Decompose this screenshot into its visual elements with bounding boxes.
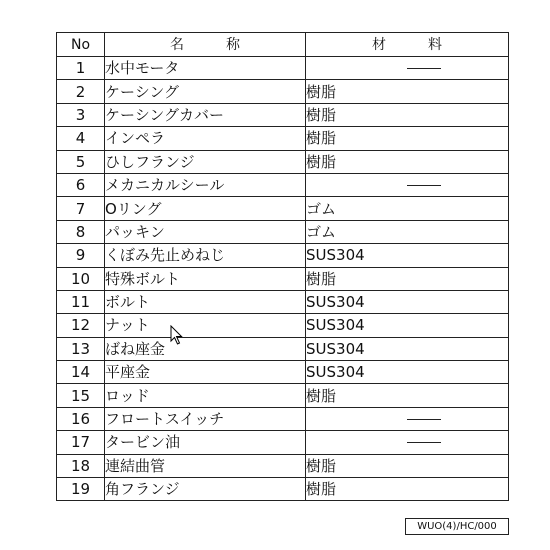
- part-name: 連結曲管: [105, 454, 306, 477]
- row-number: 18: [57, 454, 105, 477]
- header-material-char: 材: [372, 36, 386, 53]
- part-material: 樹脂: [306, 127, 509, 150]
- header-material: [306, 33, 509, 57]
- row-number: 19: [57, 478, 105, 501]
- part-material-none: [306, 173, 509, 196]
- part-name: Oリング: [105, 197, 306, 220]
- table-row: [57, 103, 509, 126]
- table-row: [57, 337, 509, 360]
- header-name-char: 称: [226, 36, 240, 53]
- table-row: [57, 173, 509, 196]
- table-row: [57, 197, 509, 220]
- row-number: 14: [57, 361, 105, 384]
- table-row: [57, 290, 509, 313]
- table-row: [57, 361, 509, 384]
- row-number: 17: [57, 431, 105, 454]
- part-material: 樹脂: [306, 384, 509, 407]
- table-row: [57, 127, 509, 150]
- row-number: 10: [57, 267, 105, 290]
- part-name: 平座金: [105, 361, 306, 384]
- table-row: [57, 57, 509, 80]
- table-row: [57, 220, 509, 243]
- part-name: ひしフランジ: [105, 150, 306, 173]
- part-material: SUS304: [306, 244, 509, 267]
- row-number: 4: [57, 127, 105, 150]
- row-number: 13: [57, 337, 105, 360]
- part-material: 樹脂: [306, 454, 509, 477]
- part-name: インペラ: [105, 127, 306, 150]
- part-name: パッキン: [105, 220, 306, 243]
- table-row: [57, 150, 509, 173]
- part-name: ばね座金: [105, 337, 306, 360]
- part-material: SUS304: [306, 290, 509, 313]
- header-row: [57, 33, 509, 57]
- em-dash-line: [407, 185, 441, 186]
- row-number: 9: [57, 244, 105, 267]
- part-name: ケーシングカバー: [105, 103, 306, 126]
- table-row: [57, 454, 509, 477]
- header-material-char: 料: [428, 36, 442, 53]
- table-row: [57, 384, 509, 407]
- part-material: 樹脂: [306, 150, 509, 173]
- em-dash-line: [407, 442, 441, 443]
- part-material: SUS304: [306, 337, 509, 360]
- part-material-none: [306, 57, 509, 80]
- table-row: [57, 314, 509, 337]
- row-number: 3: [57, 103, 105, 126]
- table-row: [57, 431, 509, 454]
- em-dash-line: [407, 68, 441, 69]
- part-material: SUS304: [306, 361, 509, 384]
- header-name-char: 名: [170, 36, 184, 53]
- row-number: 1: [57, 57, 105, 80]
- part-name: メカニカルシール: [105, 173, 306, 196]
- part-material: ゴム: [306, 220, 509, 243]
- row-number: 12: [57, 314, 105, 337]
- part-material-none: [306, 431, 509, 454]
- part-material: 樹脂: [306, 103, 509, 126]
- part-name: ボルト: [105, 290, 306, 313]
- part-material: 樹脂: [306, 267, 509, 290]
- row-number: 5: [57, 150, 105, 173]
- row-number: 16: [57, 407, 105, 430]
- part-name: ケーシング: [105, 80, 306, 103]
- row-number: 11: [57, 290, 105, 313]
- table-row: [57, 267, 509, 290]
- row-number: 6: [57, 173, 105, 196]
- part-name: ナット: [105, 314, 306, 337]
- part-name: ロッド: [105, 384, 306, 407]
- header-name: [105, 33, 306, 57]
- table-row: [57, 407, 509, 430]
- mouse-pointer-icon: [170, 325, 184, 345]
- part-name: 特殊ボルト: [105, 267, 306, 290]
- em-dash-line: [407, 419, 441, 420]
- part-name: タービン油: [105, 431, 306, 454]
- row-number: 8: [57, 220, 105, 243]
- row-number: 2: [57, 80, 105, 103]
- document-code: WUO(4)/HC/000: [405, 518, 509, 535]
- part-name: フロートスイッチ: [105, 407, 306, 430]
- table-row: [57, 80, 509, 103]
- row-number: 15: [57, 384, 105, 407]
- part-name: 水中モータ: [105, 57, 306, 80]
- part-name: 角フランジ: [105, 478, 306, 501]
- part-material: 樹脂: [306, 478, 509, 501]
- table-row: [57, 478, 509, 501]
- row-number: 7: [57, 197, 105, 220]
- part-material: SUS304: [306, 314, 509, 337]
- table-row: [57, 244, 509, 267]
- part-material: 樹脂: [306, 80, 509, 103]
- part-material: ゴム: [306, 197, 509, 220]
- part-material-none: [306, 407, 509, 430]
- part-name: くぼみ先止めねじ: [105, 244, 306, 267]
- parts-table: [56, 32, 509, 501]
- header-no: No: [57, 33, 105, 57]
